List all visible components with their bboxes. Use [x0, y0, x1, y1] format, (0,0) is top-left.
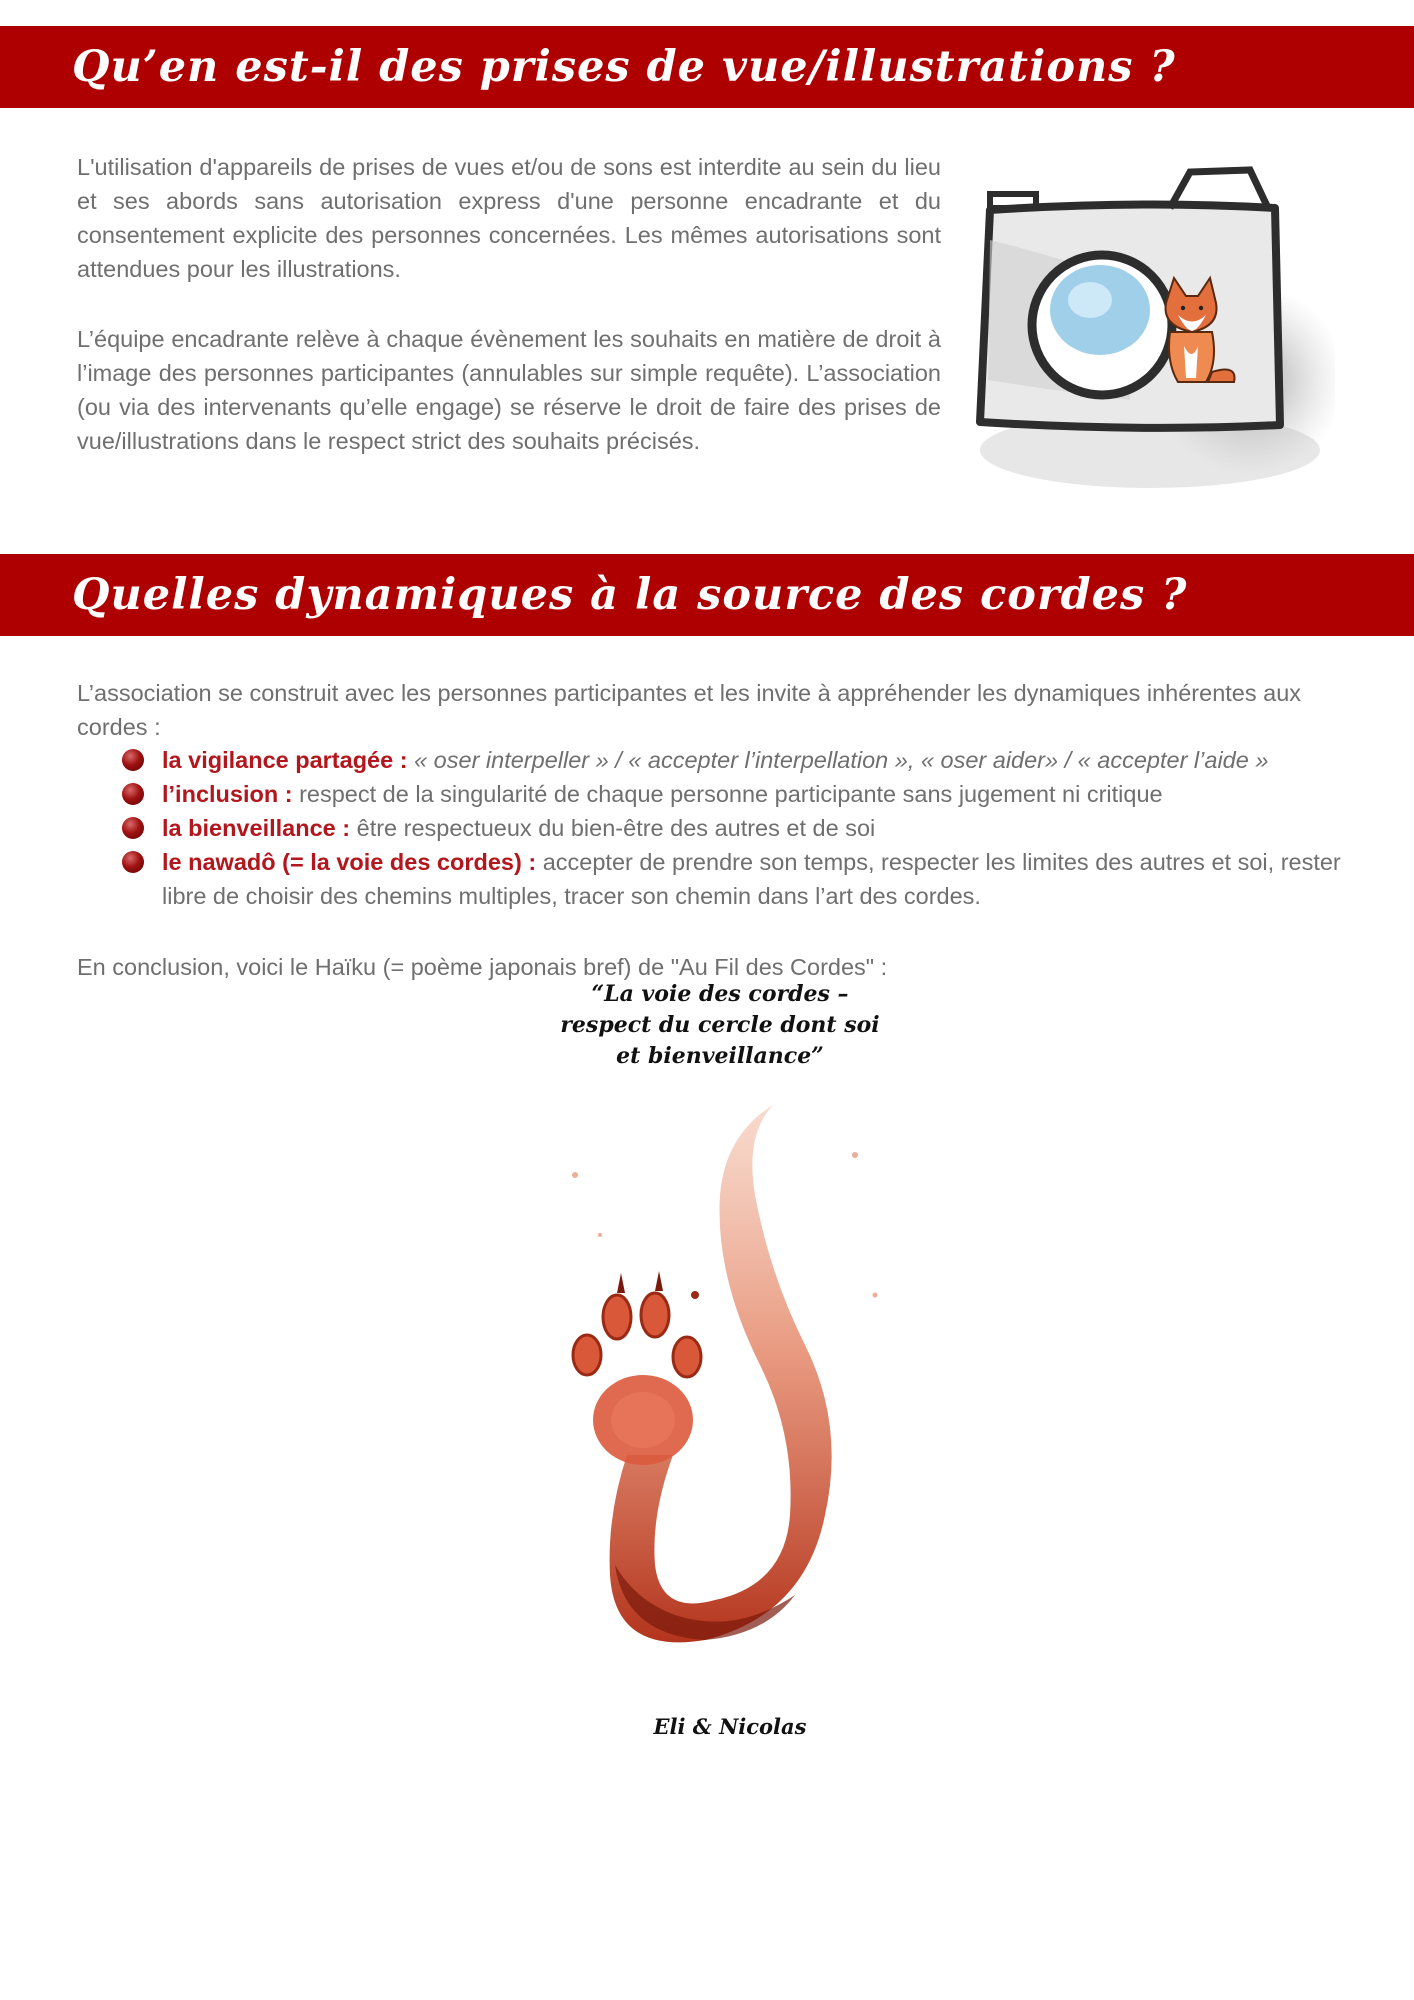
- item-text: « oser interpeller » / « accepter l’interpellation », « oser aider» / « accepter l’aide »: [414, 747, 1269, 773]
- camera-fox-illustration: [950, 150, 1335, 505]
- signature: Eli & Nicolas: [653, 1714, 807, 1739]
- item-term: le nawadô (= la voie des cordes) :: [162, 849, 537, 875]
- bullet-icon: [122, 783, 144, 805]
- list-item: [120, 811, 1376, 845]
- haiku-line: respect du cercle dont soi: [560, 1012, 880, 1038]
- haiku: [480, 979, 960, 1072]
- haiku-line: “La voie des cordes –: [591, 981, 849, 1007]
- dynamics-list: [120, 743, 1376, 913]
- dynamics-conclusion: En conclusion, voici le Haïku (= poème japonais bref) de "Au Fil des Cordes" :: [77, 954, 888, 980]
- photos-paragraph-1: L'utilisation d'appareils de prises de vues et/ou de sons est interdite au sein du lieu et ses abords sans autorisation express d'une personne encadrante et du consentement explicite des personnes concernées. Les mêmes autorisations sont attendues pour les illustrations.: [77, 154, 941, 282]
- list-item: [120, 845, 1376, 913]
- photos-paragraph-2: L’équipe encadrante relève à chaque évènement les souhaits en matière de droit à l’image des personnes participantes (annulables sur simple requête). L’association (ou via des intervenants qu’elle engage) se réserve le droit de faire des prises de vue/illustrations dans le respect strict des souhaits précisés.: [77, 326, 941, 454]
- item-term: la vigilance partagée :: [162, 747, 408, 773]
- bullet-icon: [122, 851, 144, 873]
- bullet-icon: [122, 749, 144, 771]
- bullet-icon: [122, 817, 144, 839]
- section-title-dynamics: Quelles dynamiques à la source des cordes ?: [0, 554, 1414, 636]
- list-item: [120, 777, 1376, 811]
- item-text: respect de la singularité de chaque personne participante sans jugement ni critique: [299, 781, 1163, 807]
- paw-rope-illustration: [555, 1095, 910, 1675]
- list-item: [120, 743, 1376, 777]
- dynamics-intro: L’association se construit avec les personnes participantes et les invite à appréhender les dynamiques inhérentes aux cordes :: [77, 680, 1302, 740]
- item-term: la bienveillance :: [162, 815, 351, 841]
- haiku-line: et bienveillance”: [616, 1043, 824, 1069]
- item-text: être respectueux du bien-être des autres et de soi: [356, 815, 876, 841]
- item-text: accepter de prendre son temps, respecter les limites des autres et soi, rester libre de choisir des chemins multiples, tracer son chemin dans l’art des cordes.: [162, 849, 1341, 909]
- item-term: l’inclusion :: [162, 781, 293, 807]
- section-title-photos: Qu’en est-il des prises de vue/illustrations ?: [0, 26, 1414, 108]
